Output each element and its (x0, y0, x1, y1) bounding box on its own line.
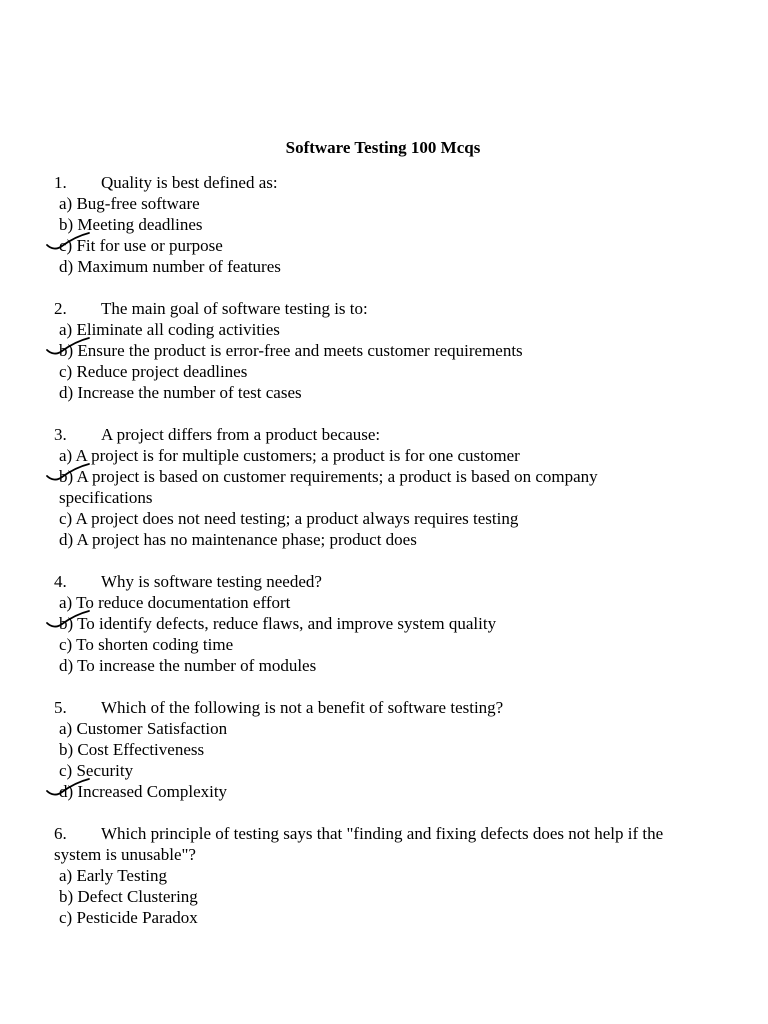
handwritten-check-mark-icon (45, 336, 95, 358)
answer-option: d) A project has no maintenance phase; product does (59, 530, 417, 549)
answer-option: d) To increase the number of modules (59, 656, 317, 675)
answer-option: a) Customer Satisfaction (59, 719, 228, 738)
question-item (54, 823, 682, 928)
answer-option: a) A project is for multiple customers; a product is for one customer (59, 446, 520, 465)
question-text: Why is software testing needed? (101, 572, 322, 591)
handwritten-check-mark-icon (45, 462, 95, 484)
question-stem (54, 823, 682, 865)
answer-option: b) A project is based on customer requirements; a product is based on company specifications (54, 466, 682, 508)
question-text: The main goal of software testing is to: (101, 299, 368, 318)
question-text: Which principle of testing says that "finding and fixing defects does not help if the system is unusable"? (54, 824, 664, 864)
answer-option: b) Ensure the product is error-free and meets customer requirements (54, 340, 682, 361)
answer-option: c) Reduce project deadlines (59, 362, 248, 381)
question-number: 3. (54, 425, 67, 444)
answer-option: a) Bug-free software (59, 194, 200, 213)
answer-option: c) Pesticide Paradox (59, 908, 198, 927)
question-text: Which of the following is not a benefit of software testing? (101, 698, 504, 717)
answer-option: c) Security (59, 761, 134, 780)
question-item (54, 571, 682, 676)
question-number: 2. (54, 299, 67, 318)
handwritten-check-mark-icon (45, 609, 95, 631)
answer-option: d) Increased Complexity (54, 781, 682, 802)
answer-option: a) Early Testing (59, 866, 168, 885)
answer-option: c) Fit for use or purpose (54, 235, 682, 256)
document-title: Software Testing 100 Mcqs (285, 138, 481, 157)
question-number: 5. (54, 698, 67, 717)
question-item (54, 298, 682, 403)
handwritten-check-mark-icon (45, 777, 95, 799)
answer-option: a) Eliminate all coding activities (59, 320, 280, 339)
answer-option: b) Defect Clustering (59, 887, 198, 906)
handwritten-check-mark-icon (45, 231, 95, 253)
question-stem (54, 424, 682, 445)
question-text: Quality is best defined as: (101, 173, 278, 192)
question-item (54, 697, 682, 802)
answer-option: b) To identify defects, reduce flaws, and improve system quality (54, 613, 682, 634)
question-item (54, 424, 682, 550)
answer-option: a) To reduce documentation effort (59, 593, 291, 612)
answer-option: c) A project does not need testing; a product always requires testing (59, 509, 519, 528)
question-item (54, 172, 682, 277)
question-stem (54, 172, 682, 193)
question-text: A project differs from a product because: (101, 425, 381, 444)
question-stem (54, 298, 682, 319)
answer-option: b) Cost Effectiveness (59, 740, 205, 759)
answer-option: b) Meeting deadlines (59, 215, 203, 234)
answer-option: d) Maximum number of features (59, 257, 281, 276)
question-number: 1. (54, 173, 67, 192)
question-number: 4. (54, 572, 67, 591)
question-stem (54, 571, 682, 592)
question-list (54, 172, 682, 949)
question-stem (54, 697, 682, 718)
question-number: 6. (54, 824, 67, 843)
answer-option: c) To shorten coding time (59, 635, 234, 654)
answer-option: d) Increase the number of test cases (59, 383, 302, 402)
